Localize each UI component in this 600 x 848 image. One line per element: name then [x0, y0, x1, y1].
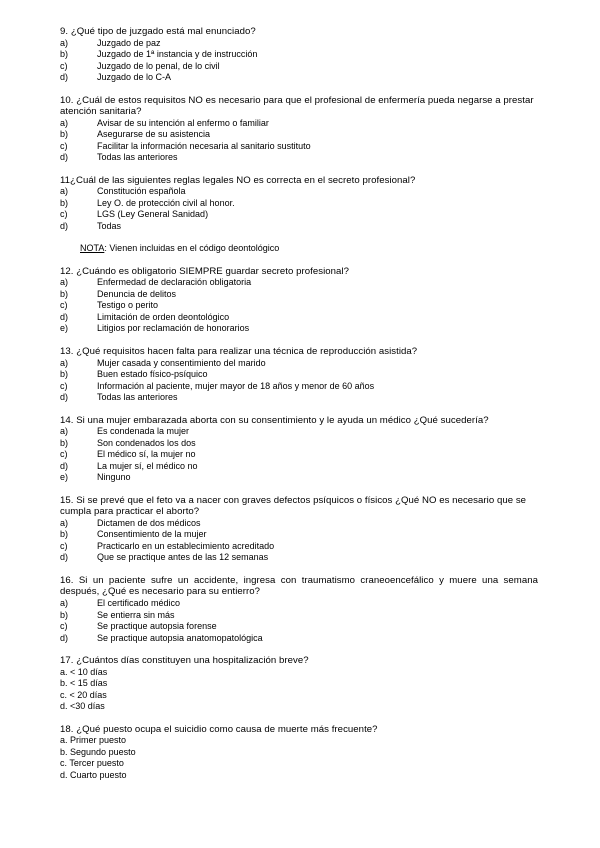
option-text: Consentimiento de la mujer — [97, 529, 207, 540]
option-text: Juzgado de lo penal, de lo civil — [97, 60, 220, 71]
option-text: Enfermedad de declaración obligatoria — [97, 277, 252, 288]
option-key: a. — [60, 735, 68, 746]
question-block — [60, 26, 538, 84]
answer-option — [60, 735, 538, 747]
option-key: a) — [60, 37, 69, 48]
option-text: LGS (Ley General Sanidad) — [97, 209, 209, 220]
option-key: d) — [60, 552, 69, 563]
option-key: d) — [60, 632, 69, 643]
question-block — [60, 655, 538, 713]
answer-option — [60, 209, 538, 221]
answer-option — [60, 198, 538, 210]
option-text: Denuncia de delitos — [97, 288, 177, 299]
answer-option — [60, 472, 538, 484]
option-text: Ninguno — [97, 472, 131, 483]
answer-option — [60, 758, 538, 770]
question-block — [60, 175, 538, 233]
answer-option — [60, 701, 538, 713]
option-text: El certificado médico — [97, 598, 181, 609]
option-key: a) — [60, 186, 69, 197]
answer-option — [60, 747, 538, 759]
answer-option — [60, 152, 538, 164]
answer-option — [60, 529, 538, 541]
option-key: c) — [60, 380, 68, 391]
option-text: Limitación de orden deontológico — [97, 311, 230, 322]
answer-option — [60, 381, 538, 393]
answer-option — [60, 678, 538, 690]
note-label: NOTA — [80, 243, 105, 254]
answer-option — [60, 221, 538, 233]
answer-option — [60, 300, 538, 312]
answer-option — [60, 438, 538, 450]
option-key: b) — [60, 369, 69, 380]
option-key: b) — [60, 197, 69, 208]
option-key: b. — [60, 746, 68, 757]
question-text: 13. ¿Qué requisitos hacen falta para realizar una técnica de reproducción asistida? — [60, 345, 418, 357]
option-text: Juzgado de paz — [97, 37, 161, 48]
answer-option — [60, 552, 538, 564]
option-key: d) — [60, 220, 69, 231]
option-key: a) — [60, 426, 69, 437]
option-key: b) — [60, 49, 69, 60]
option-key: b) — [60, 529, 69, 540]
option-text: Es condenada la mujer — [97, 426, 190, 437]
option-key: c) — [60, 209, 68, 220]
answer-option — [60, 289, 538, 301]
question-block — [60, 415, 538, 484]
question-block — [60, 575, 538, 644]
option-text: < 20 días — [69, 689, 107, 700]
answer-option — [60, 38, 538, 50]
option-key: a) — [60, 277, 69, 288]
option-key: d) — [60, 392, 69, 403]
option-key: d) — [60, 152, 69, 163]
option-text: Tercer puesto — [69, 758, 124, 769]
option-text: Dictamen de dos médicos — [97, 517, 201, 528]
option-text: Avisar de su intención al enfermo o familiar — [97, 117, 269, 128]
note — [60, 243, 538, 255]
answer-option — [60, 541, 538, 553]
answer-option — [60, 426, 538, 438]
option-text: Primer puesto — [70, 735, 127, 746]
option-key: b) — [60, 609, 69, 620]
option-key: d. — [60, 769, 68, 780]
option-text: <30 días — [70, 701, 105, 712]
question-text: 14. Si una mujer embarazada aborta con su consentimiento y le ayuda un médico ¿Qué sucedería? — [60, 414, 489, 426]
option-text: Se practique autopsia forense — [97, 621, 217, 632]
answer-option — [60, 667, 538, 679]
question-block — [60, 95, 538, 164]
option-text: Ley O. de protección civil al honor. — [97, 197, 235, 208]
option-key: c) — [60, 140, 68, 151]
answer-option — [60, 610, 538, 622]
question-text: 15. Si se prevé que el feto va a nacer con graves defectos psíquicos o físicos ¿Qué NO es necesario que se cumpla para practicar el aborto? — [60, 494, 527, 518]
answer-option — [60, 312, 538, 324]
option-key: e) — [60, 323, 69, 334]
option-key: c) — [60, 449, 68, 460]
answer-option — [60, 49, 538, 61]
answer-option — [60, 186, 538, 198]
option-key: c) — [60, 621, 68, 632]
option-text: Facilitar la información necesaria al sanitario sustituto — [97, 140, 311, 151]
option-text: Todas las anteriores — [97, 152, 178, 163]
question-text: 11¿Cuál de las siguientes reglas legales NO es correcta en el secreto profesional? — [60, 174, 416, 186]
option-text: Litigios por reclamación de honorarios — [97, 323, 250, 334]
option-text: Información al paciente, mujer mayor de 18 años y menor de 60 años — [97, 380, 375, 391]
option-text: Que se practique antes de las 12 semanas — [97, 552, 269, 563]
answer-option — [60, 598, 538, 610]
answer-option — [60, 369, 538, 381]
question-text: 9. ¿Qué tipo de juzgado está mal enunciado? — [60, 26, 256, 37]
option-key: c) — [60, 540, 68, 551]
option-text: Se entierra sin más — [97, 609, 175, 620]
question-text: 17. ¿Cuántos días constituyen una hospitalización breve? — [60, 655, 309, 667]
option-key: b. — [60, 678, 68, 689]
option-key: c) — [60, 60, 68, 71]
note-text: : Vienen incluidas en el código deontológico — [104, 243, 280, 254]
option-key: b) — [60, 129, 69, 140]
answer-option — [60, 277, 538, 289]
option-text: Buen estado físico-psíquico — [97, 369, 208, 380]
option-text: Son condenados los dos — [97, 437, 196, 448]
option-text: < 10 días — [70, 666, 108, 677]
question-text: 10. ¿Cuál de estos requisitos NO es necesario para que el profesional de enfermería pueda negarse a prestar atención sanitaria? — [60, 94, 534, 118]
question-block — [60, 495, 538, 564]
option-text: Juzgado de lo C-A — [97, 72, 172, 83]
answer-option — [60, 118, 538, 130]
option-key: d) — [60, 460, 69, 471]
option-key: a) — [60, 357, 69, 368]
option-key: a) — [60, 517, 69, 528]
option-text: Juzgado de 1ª instancia y de instrucción — [97, 49, 258, 60]
answer-option — [60, 392, 538, 404]
option-text: Segundo puesto — [70, 746, 136, 757]
answer-option — [60, 690, 538, 702]
option-text: Testigo o perito — [97, 300, 159, 311]
option-key: a. — [60, 666, 68, 677]
answer-option — [60, 141, 538, 153]
option-text: La mujer sí, el médico no — [97, 460, 198, 471]
answer-option — [60, 61, 538, 73]
option-text: El médico sí, la mujer no — [97, 449, 196, 460]
answer-option — [60, 449, 538, 461]
question-text: 18. ¿Qué puesto ocupa el suicidio como causa de muerte más frecuente? — [60, 723, 378, 735]
answer-option — [60, 323, 538, 335]
option-key: b) — [60, 288, 69, 299]
option-key: b) — [60, 437, 69, 448]
answer-option — [60, 621, 538, 633]
question-text: 12. ¿Cuándo es obligatorio SIEMPRE guardar secreto profesional? — [60, 265, 349, 277]
answer-option — [60, 129, 538, 141]
option-text: Todas — [97, 220, 122, 231]
option-key: c. — [60, 689, 68, 700]
answer-option — [60, 358, 538, 370]
exam-document — [60, 26, 538, 792]
option-text: Mujer casada y consentimiento del marido — [97, 357, 266, 368]
option-text: Cuarto puesto — [70, 769, 127, 780]
option-key: d. — [60, 701, 68, 712]
answer-option — [60, 770, 538, 782]
option-key: c. — [60, 758, 68, 769]
option-text: < 15 días — [70, 678, 108, 689]
option-key: e) — [60, 472, 69, 483]
option-key: c) — [60, 300, 68, 311]
option-key: d) — [60, 72, 69, 83]
answer-option — [60, 633, 538, 645]
option-key: a) — [60, 117, 69, 128]
question-text: 16. Si un paciente sufre un accidente, ingresa con traumatismo craneoencefálico y muere una semana después, ¿Qué es necesario para su entierro? — [60, 574, 538, 598]
option-text: Se practique autopsia anatomopatológica — [97, 632, 263, 643]
question-block — [60, 266, 538, 335]
option-key: a) — [60, 598, 69, 609]
option-text: Asegurarse de su asistencia — [97, 129, 211, 140]
option-key: d) — [60, 311, 69, 322]
answer-option — [60, 518, 538, 530]
option-text: Practicarlo en un establecimiento acreditado — [97, 540, 275, 551]
answer-option — [60, 461, 538, 473]
question-block — [60, 346, 538, 404]
question-block — [60, 724, 538, 782]
option-text: Constitución española — [97, 186, 186, 197]
option-text: Todas las anteriores — [97, 392, 178, 403]
answer-option — [60, 72, 538, 84]
